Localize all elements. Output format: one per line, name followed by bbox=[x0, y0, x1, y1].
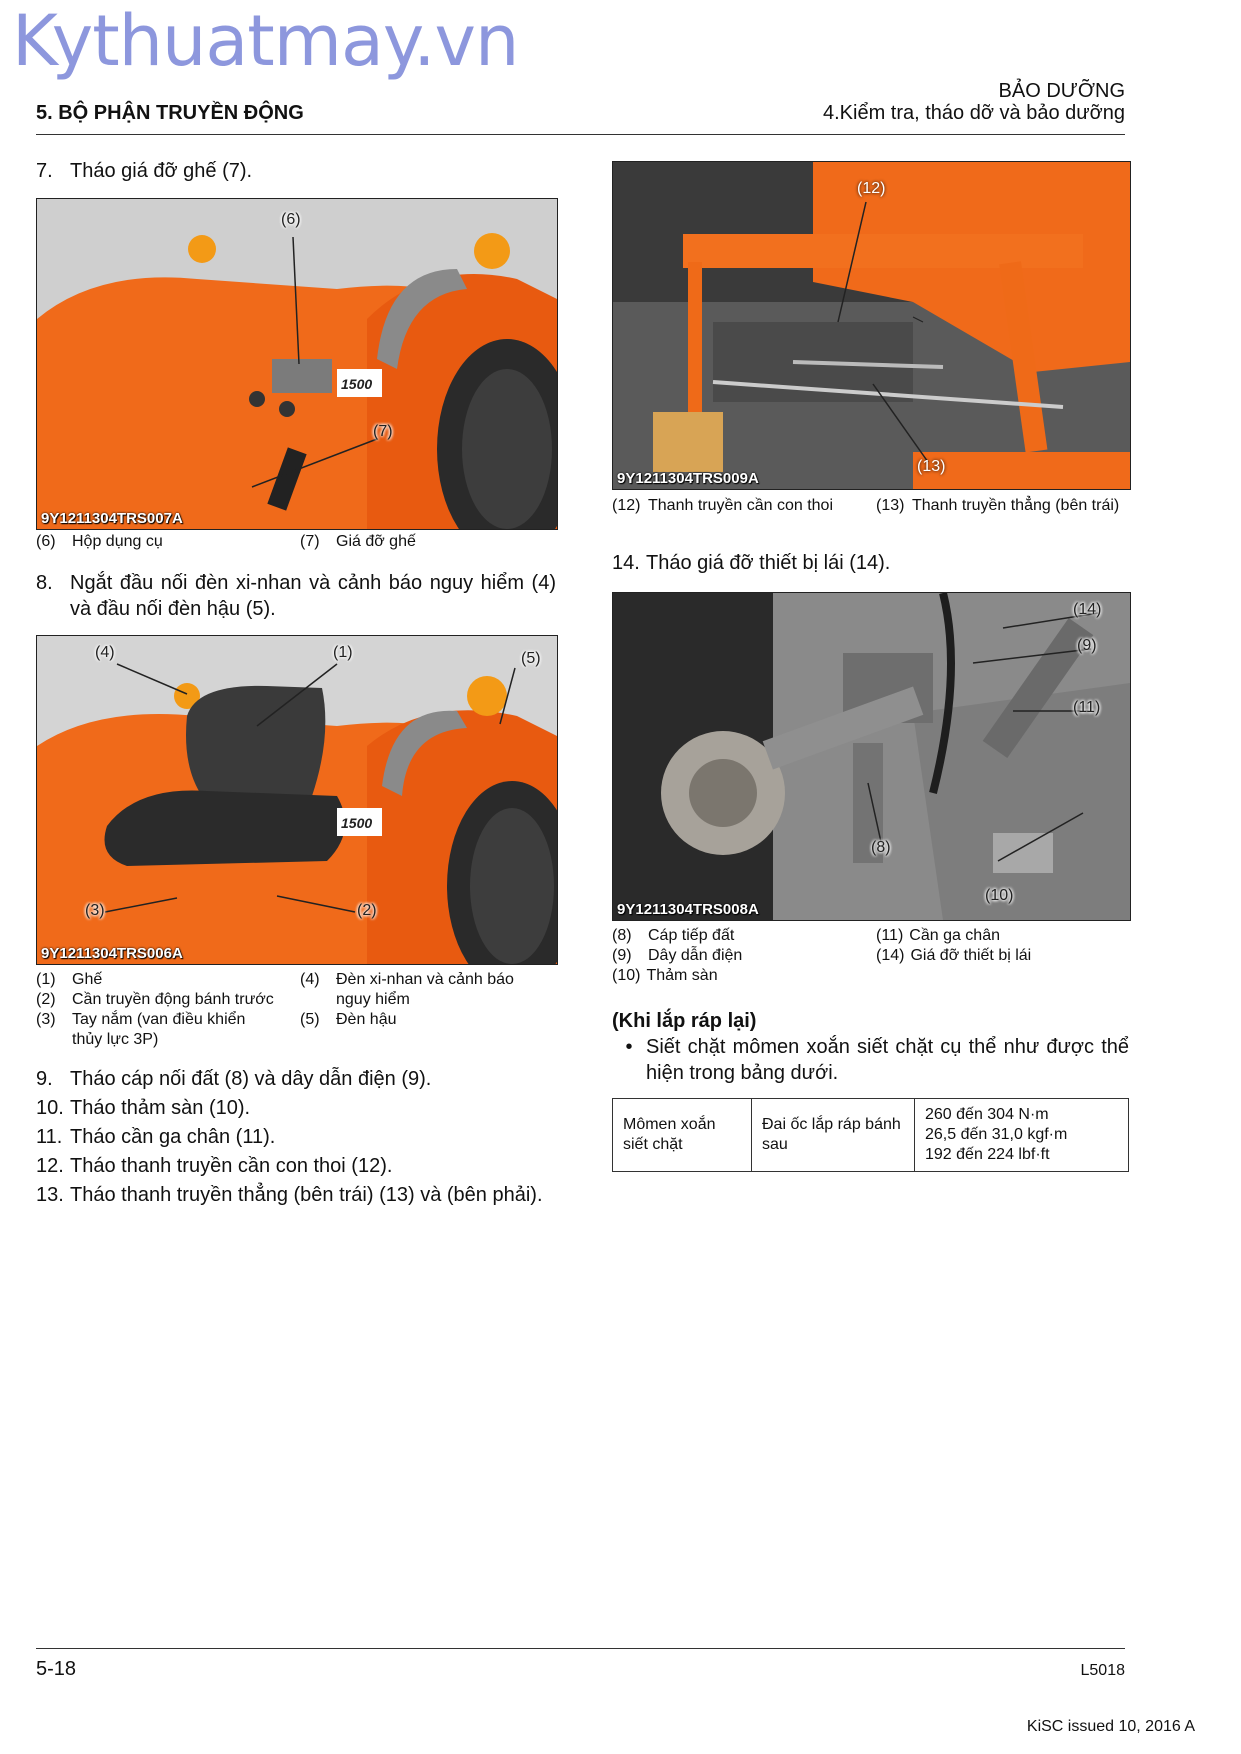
caption-item: (1) Ghế bbox=[36, 971, 103, 988]
photo-seat-connectors bbox=[36, 635, 558, 965]
step-number: 7. bbox=[36, 160, 53, 182]
step-11: 11. Tháo cần ga chân (11). bbox=[36, 1126, 276, 1148]
callout-2: (2) bbox=[357, 902, 377, 919]
torque-value-lbfft: 192 đến 224 lbf·ft bbox=[925, 1146, 1050, 1163]
photo-seat-bracket bbox=[36, 198, 558, 530]
callout-6: (6) bbox=[281, 211, 301, 228]
step-text: Tháo giá đỡ thiết bị lái (14). bbox=[646, 552, 891, 574]
caption-item: (9) Dây dẫn điện bbox=[612, 947, 743, 964]
caption-item: (6) Hộp dụng cụ bbox=[36, 533, 163, 550]
bullet-text: Siết chặt mômen xoắn siết chặt cụ thể như được thể hiện trong bảng dưới. bbox=[646, 1036, 1129, 1084]
caption-item: (5) Đèn hậu bbox=[300, 1011, 397, 1028]
tractor-seat-illustration bbox=[37, 636, 557, 964]
torque-values bbox=[915, 1099, 1129, 1172]
torque-value-nm: 260 đến 304 N·m bbox=[925, 1106, 1049, 1123]
photo4-caption-right bbox=[876, 926, 1126, 966]
callout-13: (13) bbox=[917, 458, 946, 475]
step-text: Ngắt đầu nối đèn xi-nhan và cảnh báo nguy hiểm (4) và đầu nối đèn hậu (5). bbox=[70, 572, 556, 620]
header-chapter-title: 5. BỘ PHẬN TRUYỀN ĐỘNG bbox=[36, 102, 304, 124]
callout-4: (4) bbox=[95, 644, 115, 661]
footer-rule bbox=[36, 1648, 1125, 1649]
caption-item: (13) Thanh truyền thẳng (bên trái) bbox=[876, 497, 1120, 514]
torque-part: Đai ốc lắp ráp bánh sau bbox=[752, 1099, 915, 1172]
callout-11: (11) bbox=[1073, 699, 1101, 716]
caption-item: (12) Thanh truyền cần con thoi bbox=[612, 497, 834, 514]
callout-8: (8) bbox=[871, 839, 891, 856]
header-rule bbox=[36, 134, 1125, 135]
torque-table bbox=[612, 1098, 1129, 1172]
step-text: Tháo giá đỡ ghế (7). bbox=[70, 160, 253, 182]
steering-bracket-illustration bbox=[613, 593, 1130, 920]
caption-item: (7) Giá đỡ ghế bbox=[300, 533, 416, 550]
callout-3: (3) bbox=[85, 902, 105, 919]
step-7 bbox=[36, 158, 252, 184]
callout-12: (12) bbox=[857, 180, 886, 197]
step-number: 8. bbox=[36, 572, 53, 594]
photo2-sign-text: 1500 bbox=[341, 815, 373, 831]
bullet-dot: • bbox=[625, 1036, 633, 1058]
header-subsection-title: 4.Kiểm tra, tháo dỡ và bảo dưỡng bbox=[822, 102, 1125, 124]
caption-item: (4) Đèn xi-nhan và cảnh báo nguy hiểm bbox=[300, 971, 514, 1008]
photo2-caption-left bbox=[36, 970, 296, 1050]
model-code: L5018 bbox=[1080, 1662, 1125, 1679]
photo4-caption-left bbox=[612, 926, 872, 986]
callout-14: (14) bbox=[1073, 601, 1102, 618]
callout-9: (9) bbox=[1077, 637, 1097, 654]
caption-item: (10) Thảm sàn bbox=[612, 967, 718, 984]
callout-1: (1) bbox=[333, 644, 353, 661]
steps-list bbox=[36, 1066, 556, 1208]
issue-note: KiSC issued 10, 2016 A bbox=[1026, 1718, 1195, 1735]
step-14 bbox=[612, 550, 890, 576]
step-10: 10. Tháo thảm sàn (10). bbox=[36, 1097, 251, 1119]
reassembly-bullet bbox=[612, 1034, 1129, 1086]
step-12: 12. Tháo thanh truyền cần con thoi (12). bbox=[36, 1155, 393, 1177]
photo-code: 9Y1211304TRS007A bbox=[41, 510, 183, 527]
header-section-title: BẢO DƯỠNG bbox=[998, 80, 1125, 102]
callout-7: (7) bbox=[373, 423, 393, 440]
step-13: 13. Tháo thanh truyền thẳng (bên trái) (13) và (bên phải). bbox=[36, 1184, 543, 1206]
watermark-logo: Kythuatmay.vn bbox=[12, 0, 519, 82]
photo-steering-bracket bbox=[612, 592, 1131, 921]
caption-item: (3) Tay nắm (van điều khiển thủy lực 3P) bbox=[36, 1011, 246, 1048]
step-8 bbox=[36, 570, 556, 622]
photo-code: 9Y1211304TRS009A bbox=[617, 470, 759, 487]
tractor-fender-illustration bbox=[37, 199, 557, 529]
photo-code: 9Y1211304TRS006A bbox=[41, 945, 183, 962]
caption-item: (14) Giá đỡ thiết bị lái bbox=[876, 947, 1032, 964]
caption-item: (11) Cần ga chân bbox=[876, 927, 1000, 944]
reassembly-heading: (Khi lắp ráp lại) bbox=[612, 1010, 757, 1032]
step-9: 9. Tháo cáp nối đất (8) và dây dẫn điện (9). bbox=[36, 1068, 432, 1090]
callout-10: (10) bbox=[985, 887, 1014, 904]
caption-item: (2) Cần truyền động bánh trước bbox=[36, 991, 274, 1008]
photo2-caption-right bbox=[300, 970, 556, 1030]
step-number: 14. bbox=[612, 552, 640, 574]
caption-item: (8) Cáp tiếp đất bbox=[612, 927, 735, 944]
photo1-sign-text: 1500 bbox=[341, 376, 373, 392]
transmission-rod-illustration bbox=[613, 162, 1130, 489]
table-row bbox=[613, 1099, 1129, 1172]
callout-5: (5) bbox=[521, 650, 541, 667]
torque-value-kgfm: 26,5 đến 31,0 kgf·m bbox=[925, 1126, 1068, 1143]
photo-code: 9Y1211304TRS008A bbox=[617, 901, 759, 918]
torque-label: Mômen xoắn siết chặt bbox=[613, 1099, 752, 1172]
page-number: 5-18 bbox=[36, 1658, 77, 1680]
photo-shuttle-rod bbox=[612, 161, 1131, 490]
